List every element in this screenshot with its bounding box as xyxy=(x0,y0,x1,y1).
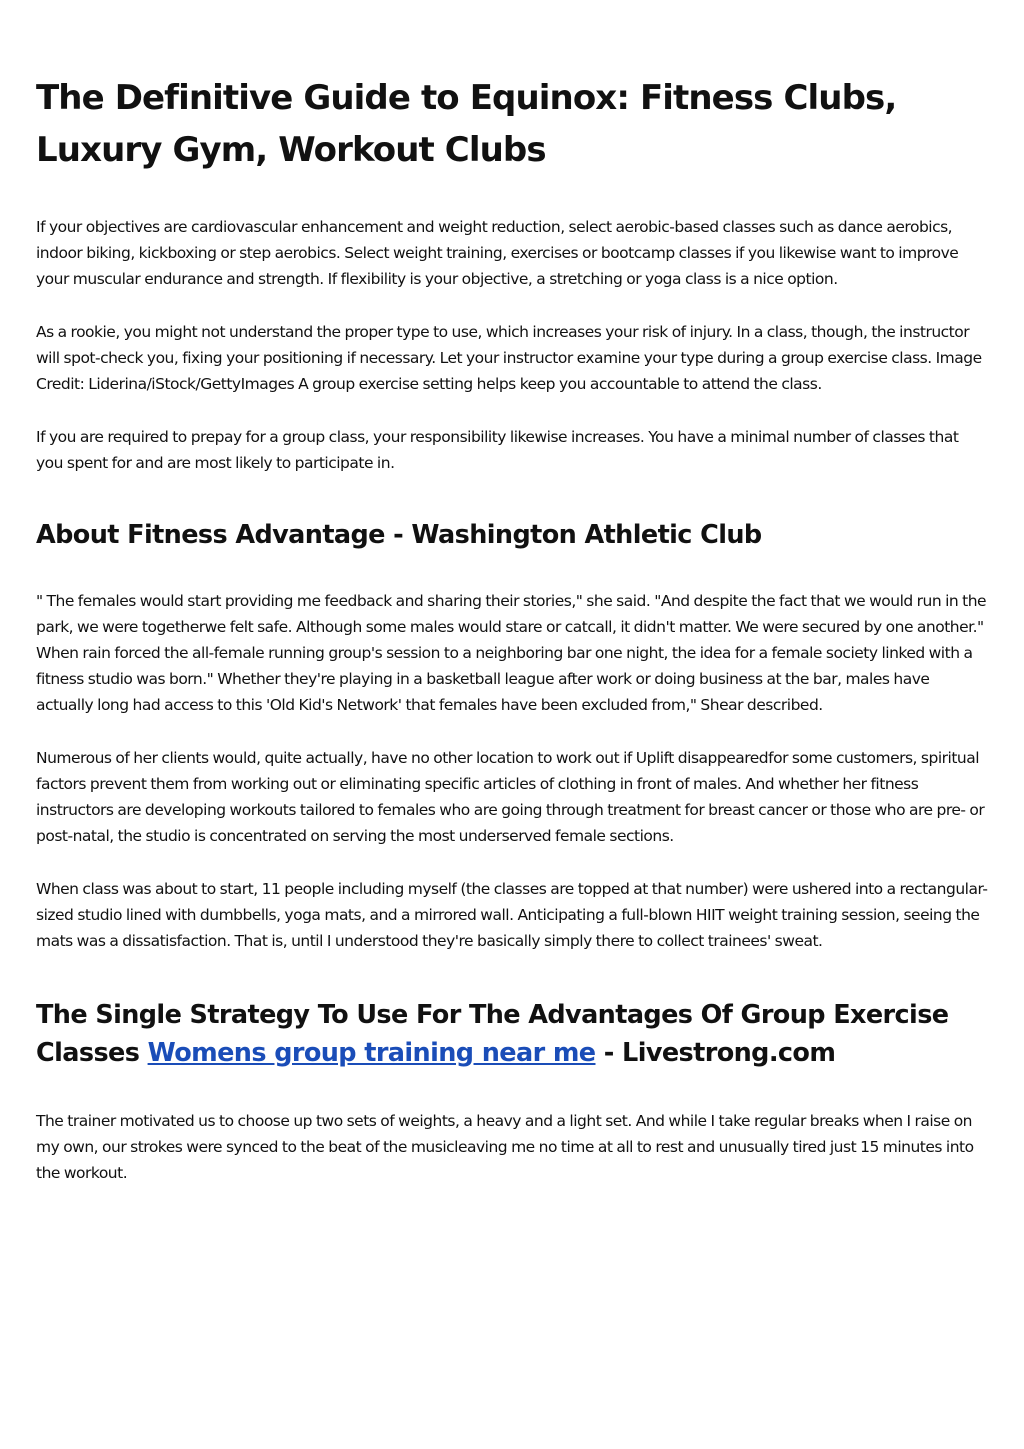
section2-heading xyxy=(36,996,988,1072)
section2-heading-suffix: - Livestrong.com xyxy=(603,1038,836,1068)
section1-heading: About Fitness Advantage - Washington Athletic Club xyxy=(36,520,762,550)
section2-paragraph-1: The trainer motivated us to choose up two sets of weights, a heavy and a light set. And while I take regular breaks when I raise on my own, our strokes were synced to the beat of the musicleaving me no time at all to rest and unusually tired just 15 minutes into the workout. xyxy=(36,1112,974,1182)
intro-paragraph-1: If your objectives are cardiovascular enhancement and weight reduction, select aerobic-based classes such as dance aerobics, indoor biking, kickboxing or step aerobics. Select weight training, exercises or bootcamp classes if you likewise want to improve your muscular endurance and strength. If flexibility is your objective, a stretching or yoga class is a nice option. xyxy=(36,218,959,288)
page-title: The Definitive Guide to Equinox: Fitness Clubs, Luxury Gym, Workout Clubs xyxy=(36,78,897,170)
section1-paragraph-2: Numerous of her clients would, quite actually, have no other location to work out if Uplift disappearedfor some customers, spiritual factors prevent them from working out or eliminating specific articles of clothing in front of males. And whether her fitness instructors are developing workouts tailored to females who are going through treatment for breast cancer or those who are pre- or post-natal, the studio is concentrated on serving the most underserved female sections. xyxy=(36,749,985,845)
intro-paragraph-3: If you are required to prepay for a group class, your responsibility likewise increases. You have a minimal number of classes that you spent for and are most likely to participate in. xyxy=(36,428,959,472)
womens-group-training-link[interactable]: Womens group training near me xyxy=(147,1038,596,1068)
section1-paragraph-3: When class was about to start, 11 people including myself (the classes are topped at that number) were ushered into a rectangular-sized studio lined with dumbbells, yoga mats, and a mirrored wall. Anticipating a full-blown HIIT weight training session, seeing the mats was a dissatisfaction. That is, until I understood they're basically simply there to collect trainees' sweat. xyxy=(36,880,988,950)
intro-paragraph-2: As a rookie, you might not understand the proper type to use, which increases your risk of injury. In a class, though, the instructor will spot-check you, fixing your positioning if necessary. Let your instructor examine your type during a group exercise class. Image Credit: Liderina/iStock/GettyImages A group exercise setting helps keep you accountable to attend the class. xyxy=(36,323,982,393)
section1-paragraph-1: " The females would start providing me feedback and sharing their stories," she said. "And despite the fact that we would run in the park, we were togetherwe felt safe. Although some males would stare or catcall, it didn't matter. We were secured by one another." When rain forced the all-female running group's session to a neighboring bar one night, the idea for a female society linked with a fitness studio was born." Whether they're playing in a basketball league after work or doing business at the bar, males have actually long had access to this 'Old Kid's Network' that females have been excluded from," Shear described. xyxy=(36,592,987,714)
section2-heading-text: The Single Strategy To Use For The Advantages Of Group Exercise Classes xyxy=(36,1000,949,1068)
